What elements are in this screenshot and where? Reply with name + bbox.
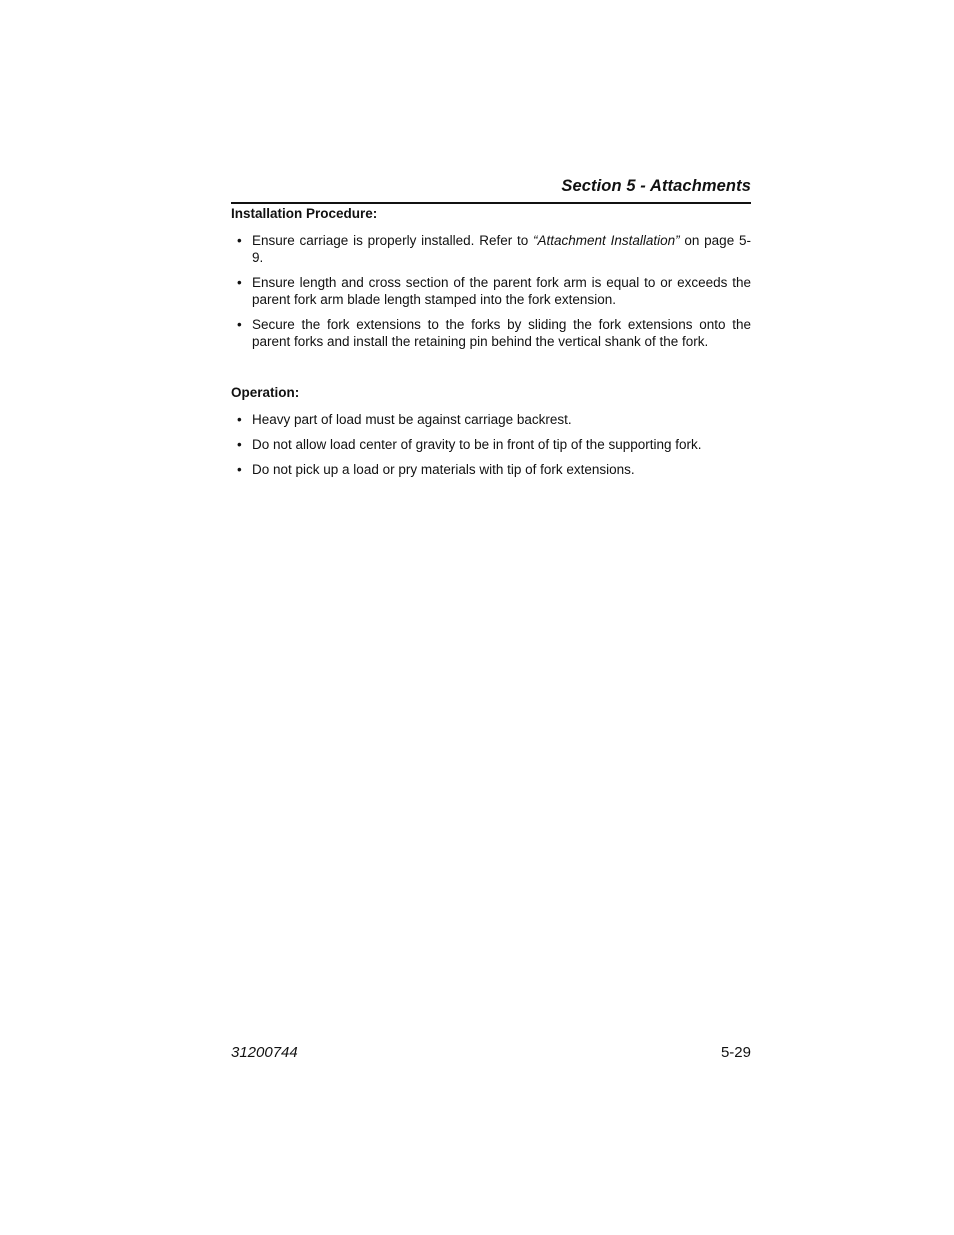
item-text: Heavy part of load must be against carriage backrest. (252, 412, 572, 427)
installation-list (231, 232, 751, 350)
bullet-icon: • (237, 233, 242, 248)
list-item (231, 232, 751, 266)
list-item (231, 274, 751, 308)
document-number: 31200744 (231, 1044, 298, 1061)
item-text: Ensure length and cross section of the parent fork arm is equal to or exceeds the parent fork arm blade length stamped into the fork extension. (252, 275, 751, 307)
list-item (231, 316, 751, 350)
item-text: Secure the fork extensions to the forks by sliding the fork extensions onto the parent forks and install the retaining pin behind the vertical shank of the fork. (252, 317, 751, 349)
installation-heading: Installation Procedure: (231, 206, 378, 221)
bullet-icon: • (237, 412, 242, 427)
item-text: Do not pick up a load or pry materials with tip of fork extensions. (252, 462, 635, 477)
operation-heading: Operation: (231, 385, 300, 400)
item-text: on page 5-9. (252, 233, 751, 265)
section-title: Section 5 - Attachments (561, 177, 751, 195)
page-header (231, 176, 751, 204)
list-item (231, 411, 751, 428)
list-item (231, 461, 751, 478)
item-text: Ensure carriage is properly installed. Refer to (252, 233, 534, 248)
page-number: 5-29 (720, 1044, 751, 1061)
page-content (231, 205, 751, 486)
list-item (231, 436, 751, 453)
bullet-icon: • (237, 275, 242, 290)
bullet-icon: • (237, 462, 242, 477)
operation-list (231, 411, 751, 478)
bullet-icon: • (237, 317, 242, 332)
bullet-icon: • (237, 437, 242, 452)
item-text: Do not allow load center of gravity to be in front of tip of the supporting fork. (252, 437, 702, 452)
cross-reference: “Attachment Installation” (533, 233, 680, 248)
